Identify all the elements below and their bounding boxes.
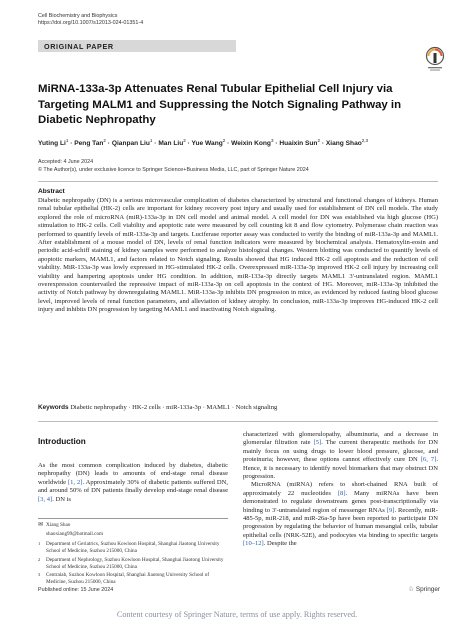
citation-link[interactable]: [5] (313, 439, 322, 447)
correspondence-name: Xiang Shao (46, 522, 71, 528)
courtesy-footer: Content courtesy of Springer Nature, terms of use apply. Rights reserved. (116, 610, 358, 619)
divider-top (38, 181, 438, 182)
copyright-line: © The Author(s), under exclusive licence to Springer Science+Business Media, LLC, part of Springer Nature 2024 (38, 166, 309, 173)
footnotes (38, 518, 228, 588)
correspondence-name-row (38, 522, 228, 529)
article-type: ORIGINAL PAPER (44, 42, 114, 51)
author-affiliation-mark: 2,3 (361, 138, 369, 143)
citation-link[interactable]: [6, 7] (420, 456, 437, 464)
author-name[interactable]: Xiang Shao (325, 140, 362, 148)
author-name[interactable]: Yue Wang (191, 140, 223, 148)
introduction-heading: Introduction (38, 437, 86, 446)
correspondence-email-row (38, 531, 228, 538)
author-name[interactable]: Huaixin Sun (279, 140, 318, 148)
publisher-name: Springer (415, 586, 440, 593)
affiliation-1: 1 Department of Geriatrics, Suzhou Kowloon Hospital, Shanghai Jiaotong University School of Medicine, Suzhou 215000, China (38, 540, 220, 554)
divider-bottom (38, 421, 438, 422)
intro-paragraph-3: MicroRNA (miRNA) refers to short-chained RNA built of approximately 22 nucleotides [8]. Many miRNAs have been demonstrated to regulate downstream genes post-transcriptionally via binding to 3'-untranslated region of messenger RNAs [9]. Recently, miR-485-5p, miR-218, and miR-26a-5p have been reported to participate DN progression by regulating the behavior of human mesangial cells, tubular epithelial cells (NRK-52E), and podocytes via binding to specific targets [10–12]. Despite the (243, 481, 438, 548)
citation-link[interactable]: [9] (386, 506, 395, 514)
keywords-line (38, 404, 438, 411)
envelope-icon: ✉ (38, 521, 44, 528)
intro-paragraph-2: characterized with glomerulopathy, albuminuria, and a decrease in glomerular filtration rate [5]. The current therapeutic methods for DN mainly focus on using drugs to lower blood pressure, glucose, and proteinuria; however, these options cannot effectively cure DN [6, 7]. Hence, it is necessary to identify novel biomarkers that may obstruct DN progression. (243, 431, 438, 481)
affiliation-2: 2 Department of Nephrology, Suzhou Kowloon Hospital, Shanghai Jiaotong University School of Medicine, Suzhou 215000, China (38, 556, 224, 570)
published-date: Published online: 15 June 2024 (38, 587, 114, 593)
author-name[interactable]: Man Liu (158, 140, 184, 148)
publisher-logo (408, 585, 440, 593)
journal-name: Cell Biochemistry and Biophysics (38, 13, 118, 19)
doi-link[interactable]: https://doi.org/10.1007/s12013-024-01351-4 (38, 20, 144, 27)
author-affiliation-mark: 2 (103, 138, 106, 143)
journal-header (38, 13, 143, 28)
author-affiliation-mark: 2 (317, 138, 320, 143)
abstract-heading: Abstract (38, 188, 65, 195)
author-affiliation-mark: 1 (149, 138, 153, 143)
author-affiliation-mark: 1 (65, 138, 69, 143)
article-title: MiRNA-133a-3p Attenuates Renal Tubular Epithelial Cell Injury via Targeting MALM1 and Suppressing the Notch Signaling Pathway in Diabetic Nephropathy (38, 83, 402, 126)
accepted-date: Accepted: 4 June 2024 (38, 159, 94, 165)
springer-horse-icon: ♘ (408, 586, 415, 593)
intro-left-column (38, 462, 228, 504)
citation-link[interactable]: [1, 2] (67, 478, 83, 486)
author-name[interactable]: Weixin Kong (231, 140, 271, 148)
author-name[interactable]: Peng Tan (74, 140, 104, 148)
correspondence-email[interactable]: shaoxiang99@hotmail.com (46, 530, 104, 537)
keywords-label: Keywords (38, 404, 69, 411)
intro-paragraph-1: As the most common complication induced by diabetes, diabetic nephropathy (DN) leads to amounts of end-stage renal disease worldwide [1, 2]. Approximately 30% of diabetic patients suffered DN, and around 50% of DN patients finally develop end-stage renal disease [3, 4]. DN is (38, 462, 228, 503)
citation-link[interactable]: [10–12] (243, 540, 264, 548)
author-name[interactable]: Qianpan Liu (111, 140, 150, 148)
author-list: Yuting $Li^1$ · Peng Tan$^2$ · Qianpan Liu$^1$ · Man Liu$^2$ · Yue Wang$^2$ · Weixin Kong$^3$ · Huaixin Sun$^2$ · Xiang Shao$^{2,3}$ (38, 138, 369, 148)
keywords-text: Diabetic nephropathy · HK-2 cells · miR-133a-3p · MAML1 · Notch signaling (70, 404, 278, 411)
citation-link[interactable]: [3, 4] (38, 495, 53, 503)
intro-right-column (243, 431, 438, 549)
citation-link[interactable]: [8] (337, 489, 346, 497)
author-affiliation-mark: 2 (222, 138, 226, 143)
author-affiliation-mark: 3 (270, 138, 274, 143)
affiliation-3: 3 Centralab, Suzhou Kowloon Hospital, Shanghai Jiaotong University School of Medicine, Suzhou 215000, China (38, 572, 210, 586)
check-for-updates-icon[interactable] (424, 46, 446, 72)
abstract-text: Diabetic nephropathy (DN) is a serious microvascular complication of diabetes characterized by structural and functional changes of kidneys. Human renal tubular epithelial (HK-2) cells are important for kidney recovery post injury and usually used for establishment of DN cell models. The study explored the role of microRNA (miR)-133a-3p in DN cell model and animal model. A cell model for DN was established via high glucose (HG) stimulation to HK-2 cells. Cell viability and apoptotic rate were measured by cell counting kit 8 and flow cytometry. Polymerase chain reaction was performed to quantify levels of miR-133a-3p and targets. Luciferase reporter assay was conducted to verify the binding of miR-133a-3p and MAML1. After establishment of a mouse model of DN, levels of renal function indicators were measured by biochemical analysis. Hematoxylin-eosin and periodic acid-schiff staining of kidney samples were performed to analyze histological changes. Western blotting was conducted to quantify levels of apoptotic markers, MAML1, and factors related to Notch signaling. Results showed that HG induced HK-2 cell apoptosis and the reduction of cell viability. MiR-133a-3p was lowly expressed in HG-stimulated HK-2 cells. Overexpressed miR-133a-3p improved HK-2 cell injury by increasing cell viability and hampering apoptosis under HG condition. In addition, miR-133a-3p directly targets MAML1 3'-untranslated region. MAML1 overexpression countervailed the repressive impact of miR-133a-3p on cell apoptosis in the context of HG. Moreover, miR-133a-3p inhibited the activity of Notch pathway by downregulating MAML1. MiR-133a-3p inhibits DN progression in mice, as evidenced by reduced fasting blood glucose level, improved levels of renal function parameters, and alleviation of kidney atrophy. In conclusion, miR-133a-3p improves HG-induced HK-2 cell injury and inhibits DN progression by targeting MAML1 and inactivating Notch signaling. (38, 197, 438, 314)
dates-block (38, 159, 309, 174)
author-affiliation-mark: 2 (183, 138, 186, 143)
author-name[interactable]: Yuting Li (38, 140, 66, 148)
